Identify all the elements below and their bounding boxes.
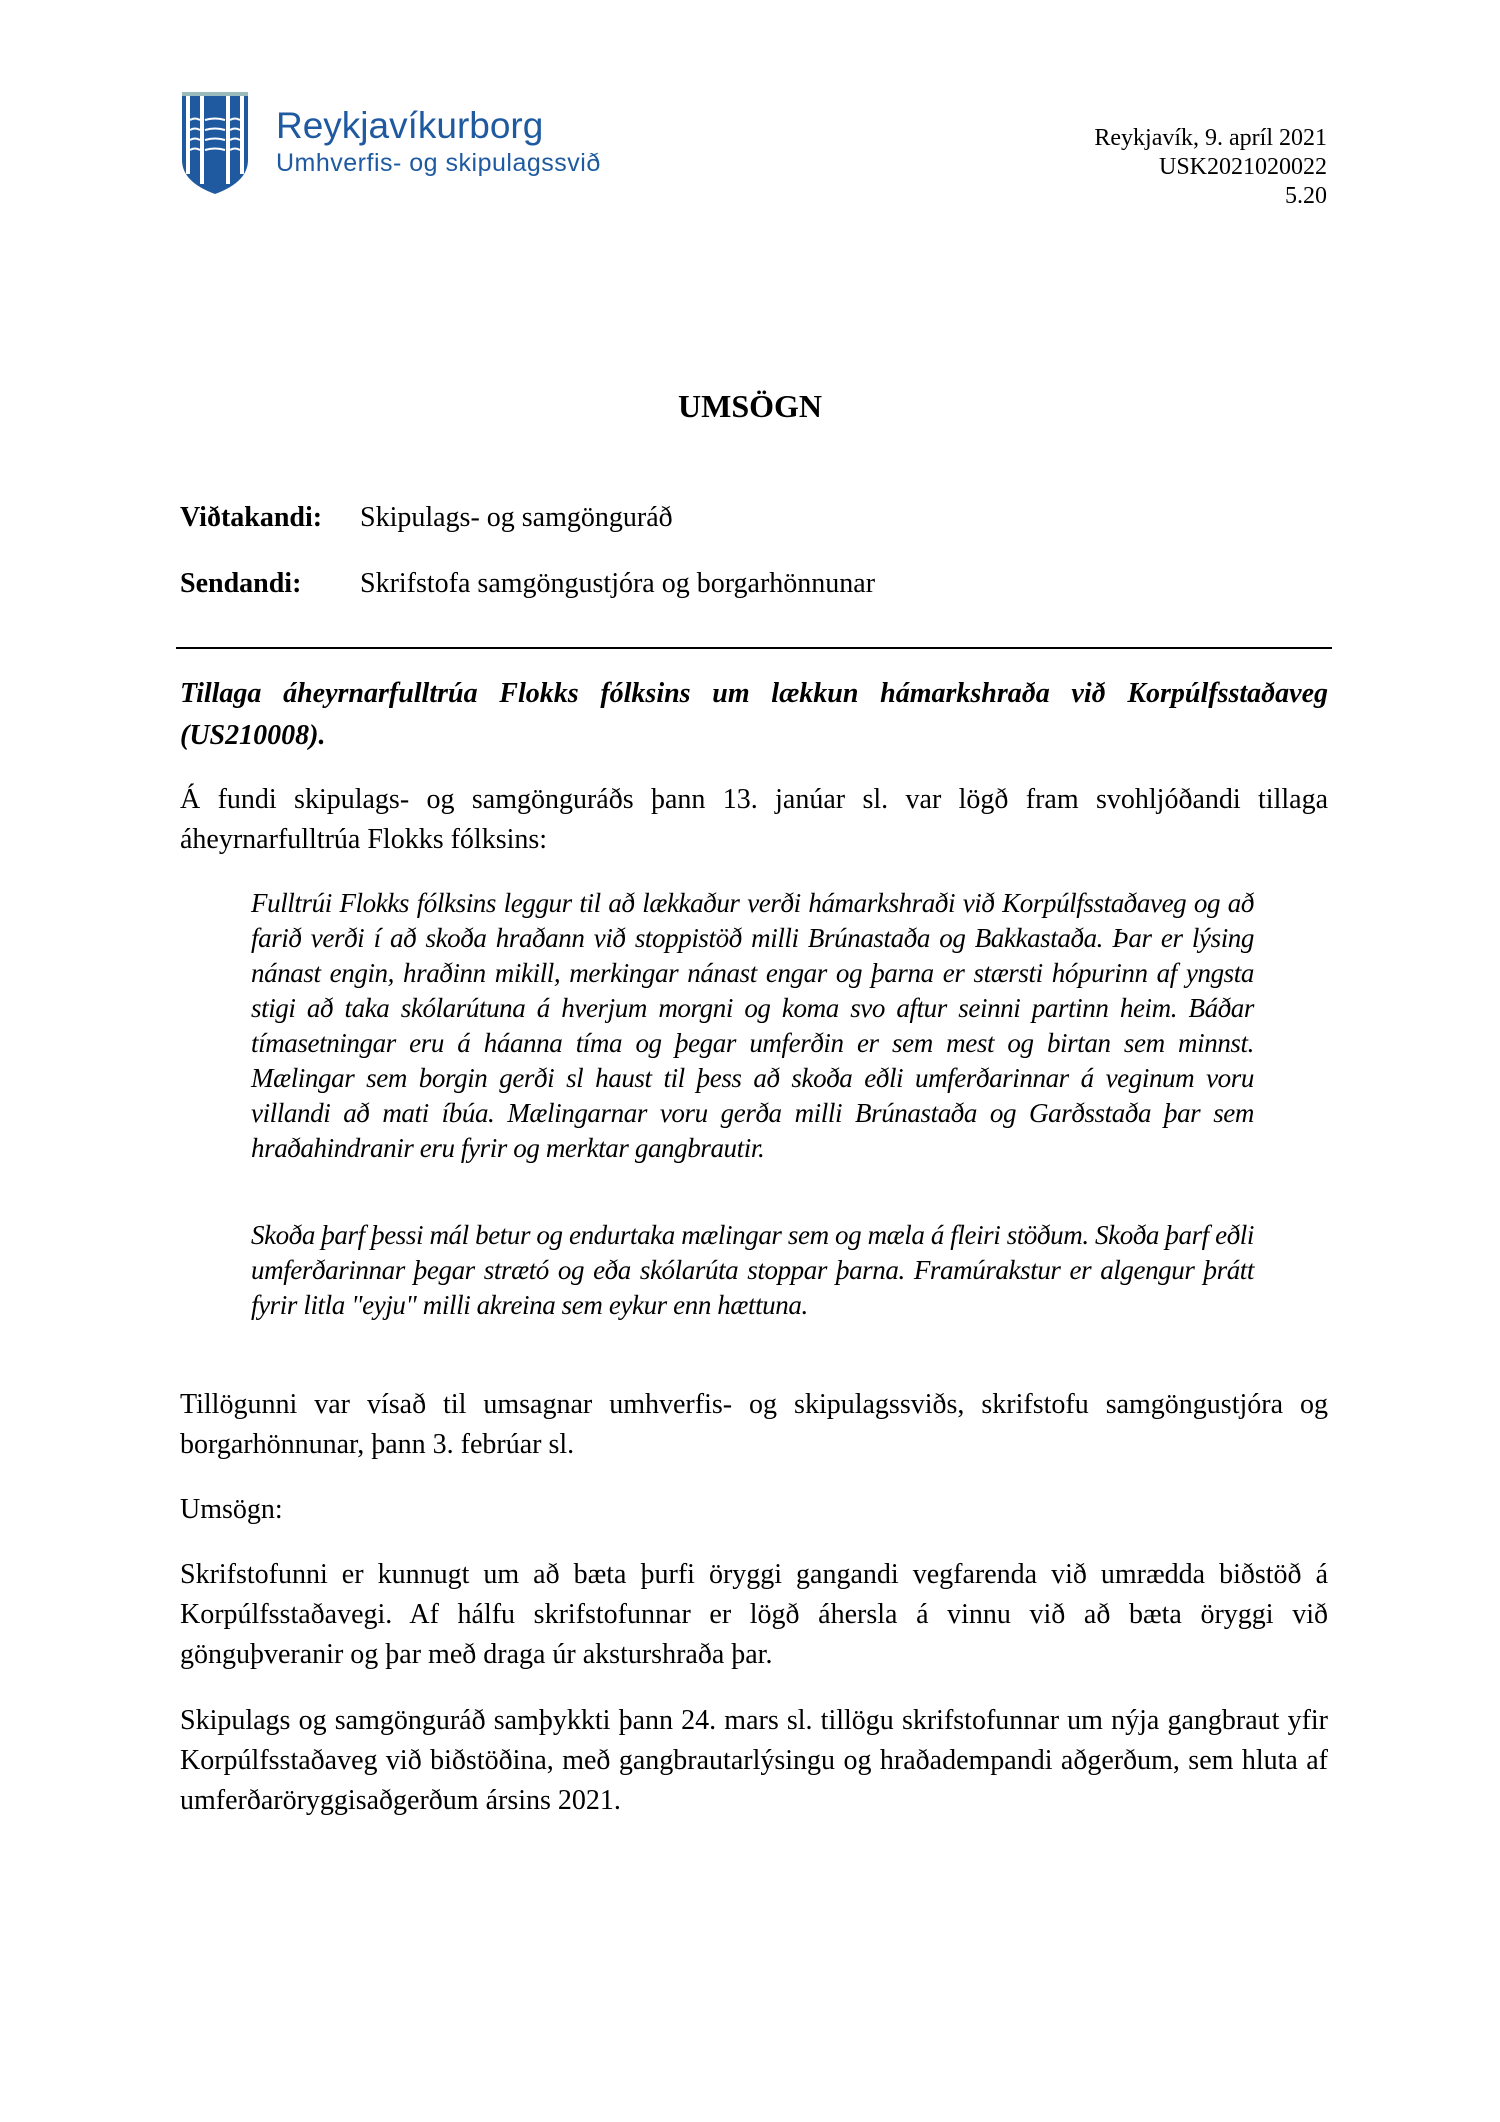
sender-label: Sendandi: [180, 568, 302, 599]
sender-row [180, 568, 875, 600]
opinion-label: Umsögn: [180, 1494, 283, 1525]
item-number: 5.20 [1285, 183, 1327, 209]
document-meta [1094, 124, 1327, 211]
reykjavik-coat-of-arms-logo [180, 90, 250, 196]
organization-name: Reykjavíkurborg [276, 105, 544, 146]
quote-paragraph: Skoða þarf þessi mál betur og endurtaka mælingar sem og mæla á fleiri stöðum. Skoða þarf eðli umferðarinnar þegar strætó og eða skólarúta stoppar þarna. Framúrakstur er algengur þrátt fyrir litla "eyju" milli akreina sem eykur enn hættuna. [251, 1220, 1255, 1320]
organization-brand [276, 104, 601, 178]
opinion-paragraph: Skipulags og samgönguráð samþykkti þann 24. mars sl. tillögu skrifstofunnar um nýja gangbraut yfir Korpúlfsstaðaveg við biðstöðina, með gangbrautarlýsingu og hraðadempandi aðgerðum, sem hluta af umferðaröryggisaðgerðum ársins 2021. [180, 1705, 1328, 1816]
opinion-paragraph: Skrifstofunni er kunnugt um að bæta þurfi öryggi gangandi vegfarenda við umrædda biðstöð á Korpúlfsstaðavegi. Af hálfu skrifstofunnar er lögð áhersla á vinnu við að bæta öryggi við gönguþveranir og þar með draga úr aksturshraða þar. [180, 1559, 1328, 1670]
subject-heading: Tillaga áheyrnarfulltrúa Flokks fólksins um lækkun hámarkshraða við Korpúlfsstaðaveg (US210008). [180, 678, 1328, 751]
date-line: Reykjavík, 9. apríl 2021 [1094, 125, 1327, 151]
organization-division: Umhverfis- og skipulagssvið [276, 149, 601, 177]
intro-paragraph: Á fundi skipulags- og samgönguráðs þann 13. janúar sl. var lögð fram svohljóðandi tillaga áheyrnarfulltrúa Flokks fólksins: [180, 784, 1328, 855]
quote-paragraph: Fulltrúi Flokks fólksins leggur til að lækkaður verði hámarkshraði við Korpúlfsstaðaveg og að farið verði í að skoða hraðann við stoppistöð milli Brúnastaða og Bakkastaða. Þar er lýsing nánast engin, hraðinn mikill, merkingar nánast engar og þarna er stærsti hópurinn af yngsta stigi að taka skólarútuna á hverjum morgni og koma svo aftur seinni partinn heim. Báðar tímasetningar eru á háanna tíma og þegar umferðin er sem mest og birtan sem minnst. Mælingar sem borgin gerði sl haust til þess að skoða eðli umferðarinnar á veginum voru villandi að mati íbúa. Mælingarnar voru gerða milli Brúnastaða og Garðsstaða þar sem hraðahindranir eru fyrir og merktar gangbrautir. [251, 888, 1254, 1163]
sender-value: Skrifstofa samgöngustjóra og borgarhönnunar [360, 568, 876, 599]
divider [176, 647, 1332, 649]
recipient-row [180, 502, 673, 534]
reference-number: USK2021020022 [1158, 154, 1327, 180]
page-title: UMSÖGN [678, 388, 822, 424]
referral-paragraph: Tillögunni var vísað til umsagnar umhverfis- og skipulagssviðs, skrifstofu samgöngustjóra og borgarhönnunar, þann 3. febrúar sl. [180, 1389, 1328, 1460]
recipient-label: Viðtakandi: [180, 502, 323, 533]
recipient-value: Skipulags- og samgönguráð [360, 502, 673, 533]
